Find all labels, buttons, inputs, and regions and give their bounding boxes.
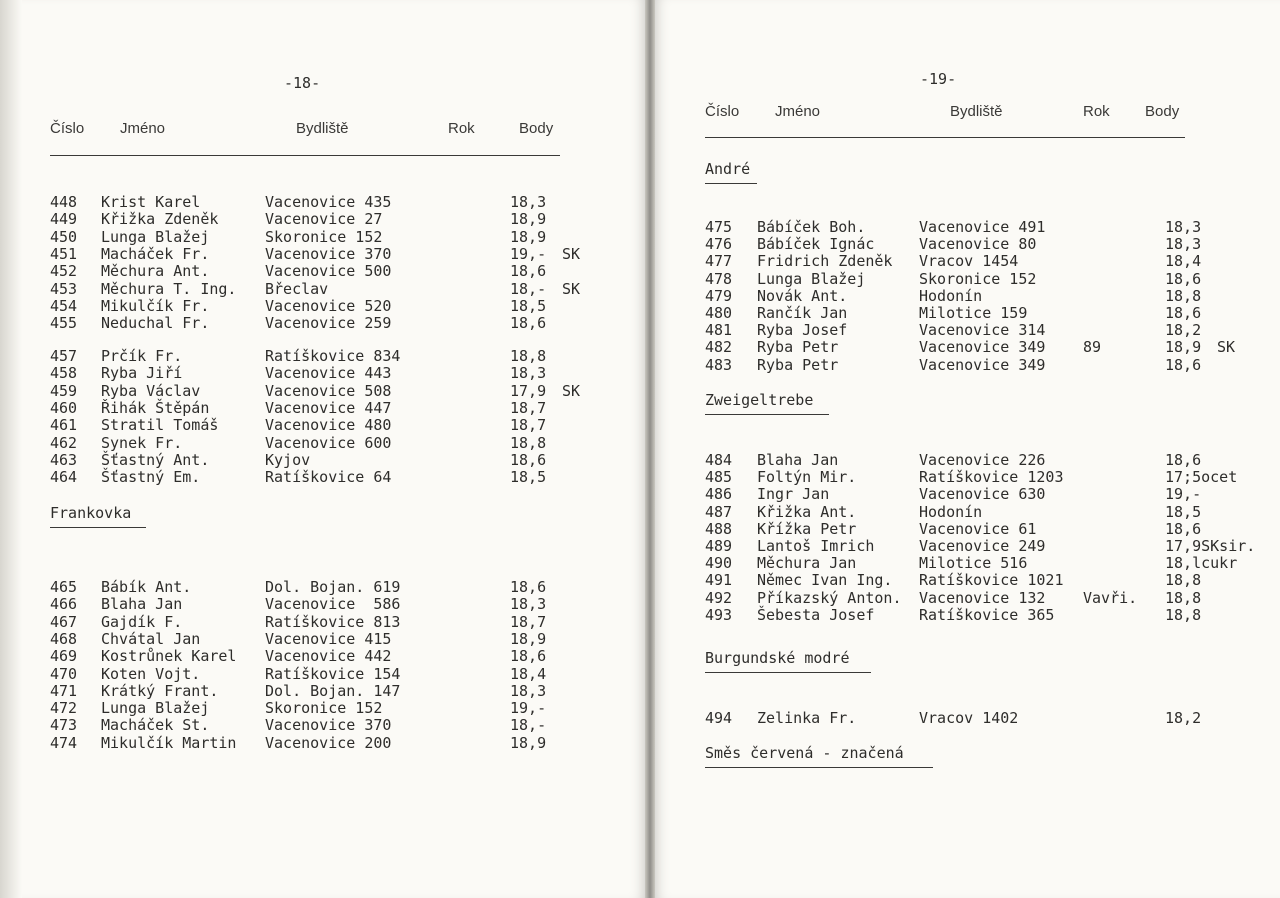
entry-cislo: 490 <box>705 554 733 573</box>
entry-row <box>0 665 645 683</box>
section-title: Směs červená - značená <box>705 744 904 762</box>
entry-row <box>0 468 645 486</box>
section-underline <box>705 414 829 415</box>
entry-bydliste: Vacenovice 500 <box>265 262 392 281</box>
section-underline <box>705 672 871 673</box>
entry-bydliste: Skoronice 152 <box>265 227 383 246</box>
entry-row <box>0 382 645 400</box>
entry-bydliste: Hodonín <box>919 286 983 305</box>
entry-row <box>0 434 645 452</box>
entry-cislo: 482 <box>705 338 733 357</box>
page-number: -18- <box>284 74 321 92</box>
entry-row <box>0 347 645 365</box>
entry-row <box>655 235 1280 253</box>
entry-body: 18,6 <box>1165 519 1202 538</box>
entry-cislo: 469 <box>50 647 78 666</box>
entry-jmeno: Šťastný Em. <box>101 468 201 487</box>
entry-body: 18,lcukr <box>1165 554 1238 573</box>
entry-body: 19,- <box>1165 485 1202 504</box>
entry-body: 18,3 <box>1165 218 1202 236</box>
entry-bydliste: Dol. Bojan. 619 <box>265 578 401 596</box>
entry-bydliste: Ratíškovice 64 <box>265 468 392 487</box>
entry-cislo: 457 <box>50 347 78 365</box>
entry-cislo: 489 <box>705 537 733 555</box>
entry-body: 18,3 <box>510 595 547 614</box>
entry-bydliste: Břeclav <box>265 279 329 298</box>
entry-jmeno: Lunga Blažej <box>757 269 866 288</box>
entry-jmeno: Lunga Blažej <box>101 227 210 246</box>
entry-row <box>0 210 645 228</box>
entry-cislo: 467 <box>50 612 78 631</box>
entry-body: 18,3 <box>510 193 547 211</box>
page-number: -19- <box>920 70 957 88</box>
entry-cislo: 466 <box>50 595 78 614</box>
entry-body: 17,9 <box>510 381 547 400</box>
entry-bydliste: Hodonín <box>919 502 983 521</box>
entry-jmeno: Macháček Fr. <box>101 244 210 263</box>
entry-jmeno: Němec Ivan Ing. <box>757 571 893 590</box>
entry-cislo: 460 <box>50 398 78 417</box>
entry-row <box>655 606 1280 624</box>
entry-cislo: 479 <box>705 286 733 305</box>
entry-jmeno: Lantoš Imrich <box>757 537 875 555</box>
entry-cislo: 452 <box>50 262 78 281</box>
entry-body: 18,2 <box>1165 709 1202 727</box>
entry-cislo: 487 <box>705 502 733 521</box>
entry-row <box>0 613 645 631</box>
section-underline <box>705 767 933 768</box>
entry-jmeno: Kostrůnek Karel <box>101 647 237 666</box>
entry-cislo: 483 <box>705 355 733 374</box>
entry-row <box>0 416 645 434</box>
entry-jmeno: Mikulčík Fr. <box>101 296 210 315</box>
header-jmeno: Jméno <box>775 103 821 120</box>
entry-bydliste: Vacenovice 435 <box>265 193 392 211</box>
entry-row <box>655 451 1280 469</box>
entry-body: 18,7 <box>510 398 547 417</box>
entry-cislo: 465 <box>50 578 78 596</box>
entry-cislo: 462 <box>50 433 78 452</box>
entry-bydliste: Ratíškovice 813 <box>265 612 401 631</box>
book-gutter <box>645 0 655 898</box>
entry-bydliste: Ratíškovice 1203 <box>919 468 1064 487</box>
entry-jmeno: Křížka Petr <box>757 519 857 538</box>
entry-row <box>0 716 645 734</box>
header-body: Body <box>519 120 554 137</box>
entry-bydliste: Vacenovice 370 <box>265 716 392 735</box>
entry-bydliste: Vacenovice 349 <box>919 338 1046 357</box>
entry-bydliste: Vacenovice 508 <box>265 381 392 400</box>
entry-body: 18,9 <box>1165 338 1202 357</box>
entry-bydliste: Ratíškovice 1021 <box>919 571 1064 590</box>
entry-bydliste: Vacenovice 520 <box>265 296 392 315</box>
entry-cislo: 453 <box>50 279 78 298</box>
entry-cislo: 484 <box>705 451 733 469</box>
entry-bydliste: Vacenovice 480 <box>265 416 392 435</box>
entry-jmeno: Neduchal Fr. <box>101 314 210 333</box>
entry-note: SK <box>562 381 581 400</box>
entry-cislo: 478 <box>705 269 733 288</box>
entry-jmeno: Bábík Ant. <box>101 578 192 596</box>
header-cislo: Číslo <box>705 103 740 120</box>
entry-row <box>0 280 645 298</box>
entry-body: 17;5ocet <box>1165 468 1238 487</box>
entry-bydliste: Vacenovice 132 <box>919 588 1046 607</box>
entry-row <box>655 252 1280 270</box>
entry-note: SK <box>562 244 581 263</box>
entry-cislo: 480 <box>705 304 733 322</box>
entry-bydliste: Vacenovice 80 <box>919 235 1037 254</box>
entry-cislo: 481 <box>705 321 733 340</box>
entry-body: 18,8 <box>1165 571 1202 590</box>
entry-rok: 89 <box>1083 338 1102 357</box>
entry-body: 18,4 <box>1165 252 1202 271</box>
entry-cislo: 476 <box>705 235 733 254</box>
entry-row <box>0 364 645 382</box>
entry-row <box>0 228 645 246</box>
entry-cislo: 494 <box>705 709 733 727</box>
entry-body: 18,9 <box>510 227 547 246</box>
entry-cislo: 491 <box>705 571 733 590</box>
entry-bydliste: Vacenovice 447 <box>265 398 392 417</box>
entry-row <box>0 578 645 596</box>
entry-row <box>655 589 1280 607</box>
entry-jmeno: Bábíček Ignác <box>757 235 875 254</box>
entry-row <box>655 537 1280 555</box>
entry-body: 18,7 <box>510 612 547 631</box>
header-rule <box>50 155 560 156</box>
header-body: Body <box>1145 103 1180 120</box>
entry-body: 18,8 <box>510 347 547 365</box>
entry-body: 18,3 <box>510 364 547 383</box>
entry-cislo: 470 <box>50 664 78 683</box>
entry-cislo: 485 <box>705 468 733 487</box>
entry-row <box>0 699 645 717</box>
entry-jmeno: Ryba Jiří <box>101 364 183 383</box>
entry-jmeno: Rančík Jan <box>757 304 848 322</box>
entry-body: 18,9 <box>510 629 547 648</box>
entry-jmeno: Křižka Zdeněk <box>101 210 219 229</box>
entry-cislo: 474 <box>50 733 78 752</box>
entry-jmeno: Ingr Jan <box>757 485 830 504</box>
entry-row <box>0 262 645 280</box>
entry-jmeno: Šťastný Ant. <box>101 450 210 469</box>
entry-cislo: 486 <box>705 485 733 504</box>
right-page <box>655 0 1280 898</box>
entry-jmeno: Chvátal Jan <box>101 629 201 648</box>
entry-body: 18,6 <box>510 262 547 281</box>
entry-body: 18,- <box>510 716 547 735</box>
entry-bydliste: Vracov 1454 <box>919 252 1019 271</box>
entry-note: SK <box>562 279 581 298</box>
section-title: Frankovka <box>50 504 132 522</box>
entry-body: 18,4 <box>510 664 547 683</box>
entry-cislo: 450 <box>50 227 78 246</box>
entry-bydliste: Kyjov <box>265 450 311 469</box>
entry-bydliste: Vacenovice 226 <box>919 451 1046 469</box>
entry-body: 18,6 <box>1165 451 1202 469</box>
entry-jmeno: Ryba Václav <box>101 381 201 400</box>
entry-jmeno: Lunga Blažej <box>101 699 210 718</box>
header-rok: Rok <box>448 120 475 137</box>
entry-body: 18,6 <box>1165 355 1202 374</box>
entry-row <box>655 218 1280 236</box>
entry-bydliste: Vacenovice 586 <box>265 595 401 614</box>
entry-body: 18,6 <box>510 314 547 333</box>
entry-jmeno: Gajdík F. <box>101 612 183 631</box>
entry-cislo: 488 <box>705 519 733 538</box>
entry-row <box>0 193 645 211</box>
entry-jmeno: Šebesta Josef <box>757 605 875 624</box>
entry-row <box>0 647 645 665</box>
entry-bydliste: Vacenovice 200 <box>265 733 392 752</box>
entry-row <box>0 245 645 263</box>
entry-jmeno: Měchura Jan <box>757 554 857 573</box>
entry-body: 19,- <box>510 244 547 263</box>
entry-note: SK <box>1217 338 1236 357</box>
section-title: Burgundské modré <box>705 649 850 667</box>
entry-bydliste: Vacenovice 314 <box>919 321 1046 340</box>
entry-row <box>0 314 645 332</box>
entry-cislo: 473 <box>50 716 78 735</box>
entry-row <box>655 571 1280 589</box>
entry-cislo: 461 <box>50 416 78 435</box>
entry-row <box>655 304 1280 322</box>
entry-jmeno: Měchura Ant. <box>101 262 210 281</box>
entry-body: 18,8 <box>1165 588 1202 607</box>
entry-jmeno: Mikulčík Martin <box>101 733 237 752</box>
entry-cislo: 455 <box>50 314 78 333</box>
entry-jmeno: Měchura T. Ing. <box>101 279 237 298</box>
entry-bydliste: Vacenovice 600 <box>265 433 392 452</box>
entry-body: 19,- <box>510 699 547 718</box>
entry-row <box>655 321 1280 339</box>
entry-bydliste: Ratíškovice 365 <box>919 605 1055 624</box>
entry-cislo: 464 <box>50 468 78 487</box>
entry-body: 18,9 <box>510 210 547 229</box>
entry-body: 18,6 <box>510 647 547 666</box>
entry-jmeno: Fridrich Zdeněk <box>757 252 893 271</box>
entry-rok: Vavři. <box>1083 588 1138 607</box>
entry-bydliste: Skoronice 152 <box>265 699 383 718</box>
header-bydliste: Bydliště <box>950 103 1003 120</box>
entry-cislo: 493 <box>705 605 733 624</box>
entry-jmeno: Macháček St. <box>101 716 210 735</box>
entry-jmeno: Ryba Petr <box>757 338 839 357</box>
entry-body: 18,6 <box>510 578 547 596</box>
entry-body: 18,3 <box>1165 235 1202 254</box>
entry-jmeno: Synek Fr. <box>101 433 183 452</box>
entry-jmeno: Zelinka Fr. <box>757 709 857 727</box>
entry-cislo: 472 <box>50 699 78 718</box>
entry-row <box>655 338 1280 356</box>
entry-cislo: 475 <box>705 218 733 236</box>
entry-row <box>655 356 1280 374</box>
entry-body: 17,9SKsir. <box>1165 537 1256 555</box>
entry-cislo: 451 <box>50 244 78 263</box>
header-rule <box>705 137 1185 138</box>
entry-row <box>655 287 1280 305</box>
entry-bydliste: Vacenovice 249 <box>919 537 1046 555</box>
entry-body: 18,6 <box>1165 269 1202 288</box>
entry-jmeno: Ryba Petr <box>757 355 839 374</box>
entry-jmeno: Řihák Štěpán <box>101 398 210 417</box>
entry-bydliste: Vacenovice 61 <box>919 519 1037 538</box>
entry-bydliste: Vacenovice 442 <box>265 647 392 666</box>
section-underline <box>705 183 757 184</box>
entry-row <box>0 595 645 613</box>
entry-row <box>655 554 1280 572</box>
entry-row <box>0 630 645 648</box>
entry-jmeno: Blaha Jan <box>101 595 183 614</box>
entry-body: 18,8 <box>1165 605 1202 624</box>
entry-body: 18,7 <box>510 416 547 435</box>
section-title: Zweigeltrebe <box>705 391 814 409</box>
entry-row <box>655 520 1280 538</box>
entry-row <box>0 297 645 315</box>
entry-jmeno: Novák Ant. <box>757 286 848 305</box>
entry-bydliste: Milotice 516 <box>919 554 1028 573</box>
section-underline <box>50 527 146 528</box>
entry-cislo: 458 <box>50 364 78 383</box>
entry-jmeno: Příkazský Anton. <box>757 588 902 607</box>
entry-jmeno: Krist Karel <box>101 193 201 211</box>
entry-bydliste: Vracov 1402 <box>919 709 1019 727</box>
entry-cislo: 449 <box>50 210 78 229</box>
entry-jmeno: Blaha Jan <box>757 451 839 469</box>
header-rok: Rok <box>1083 103 1110 120</box>
entry-cislo: 477 <box>705 252 733 271</box>
entry-jmeno: Foltýn Mir. <box>757 468 857 487</box>
entry-cislo: 471 <box>50 681 78 700</box>
entry-body: 18,5 <box>510 468 547 487</box>
entry-bydliste: Vacenovice 630 <box>919 485 1046 504</box>
header-jmeno: Jméno <box>120 120 166 137</box>
entry-row <box>0 451 645 469</box>
entry-body: 18,8 <box>1165 286 1202 305</box>
entry-bydliste: Skoronice 152 <box>919 269 1037 288</box>
entry-bydliste: Vacenovice 27 <box>265 210 383 229</box>
entry-row <box>0 682 645 700</box>
entry-row <box>0 734 645 752</box>
entry-bydliste: Vacenovice 370 <box>265 244 392 263</box>
entry-body: 18,8 <box>510 433 547 452</box>
entry-bydliste: Vacenovice 349 <box>919 355 1046 374</box>
entry-body: 18,6 <box>510 450 547 469</box>
entry-row <box>655 503 1280 521</box>
entry-row <box>655 709 1280 727</box>
entry-jmeno: Prčík Fr. <box>101 347 183 365</box>
entry-row <box>0 399 645 417</box>
entry-cislo: 448 <box>50 193 78 211</box>
entry-jmeno: Křižka Ant. <box>757 502 857 521</box>
entry-row <box>655 270 1280 288</box>
entry-bydliste: Vacenovice 491 <box>919 218 1046 236</box>
entry-body: 18,2 <box>1165 321 1202 340</box>
entry-jmeno: Stratil Tomáš <box>101 416 219 435</box>
entry-bydliste: Ratíškovice 154 <box>265 664 401 683</box>
entry-jmeno: Krátký Frant. <box>101 681 219 700</box>
entry-bydliste: Vacenovice 415 <box>265 629 392 648</box>
entry-cislo: 463 <box>50 450 78 469</box>
entry-body: 18,5 <box>510 296 547 315</box>
entry-row <box>655 468 1280 486</box>
entry-body: 18,5 <box>1165 502 1202 521</box>
section-title: André <box>705 160 751 178</box>
header-bydliste: Bydliště <box>296 120 349 137</box>
entry-bydliste: Dol. Bojan. 147 <box>265 681 401 700</box>
entry-bydliste: Milotice 159 <box>919 304 1028 322</box>
entry-cislo: 454 <box>50 296 78 315</box>
entry-jmeno: Bábíček Boh. <box>757 218 866 236</box>
entry-bydliste: Vacenovice 443 <box>265 364 392 383</box>
entry-cislo: 459 <box>50 381 78 400</box>
entry-body: 18,3 <box>510 681 547 700</box>
entry-body: 18,- <box>510 279 547 298</box>
entry-body: 18,9 <box>510 733 547 752</box>
entry-cislo: 468 <box>50 629 78 648</box>
header-cislo: Číslo <box>50 120 85 137</box>
entry-row <box>655 485 1280 503</box>
entry-jmeno: Ryba Josef <box>757 321 848 340</box>
entry-bydliste: Vacenovice 259 <box>265 314 392 333</box>
entry-body: 18,6 <box>1165 304 1202 322</box>
entry-bydliste: Ratíškovice 834 <box>265 347 401 365</box>
entry-jmeno: Koten Vojt. <box>101 664 201 683</box>
entry-cislo: 492 <box>705 588 733 607</box>
